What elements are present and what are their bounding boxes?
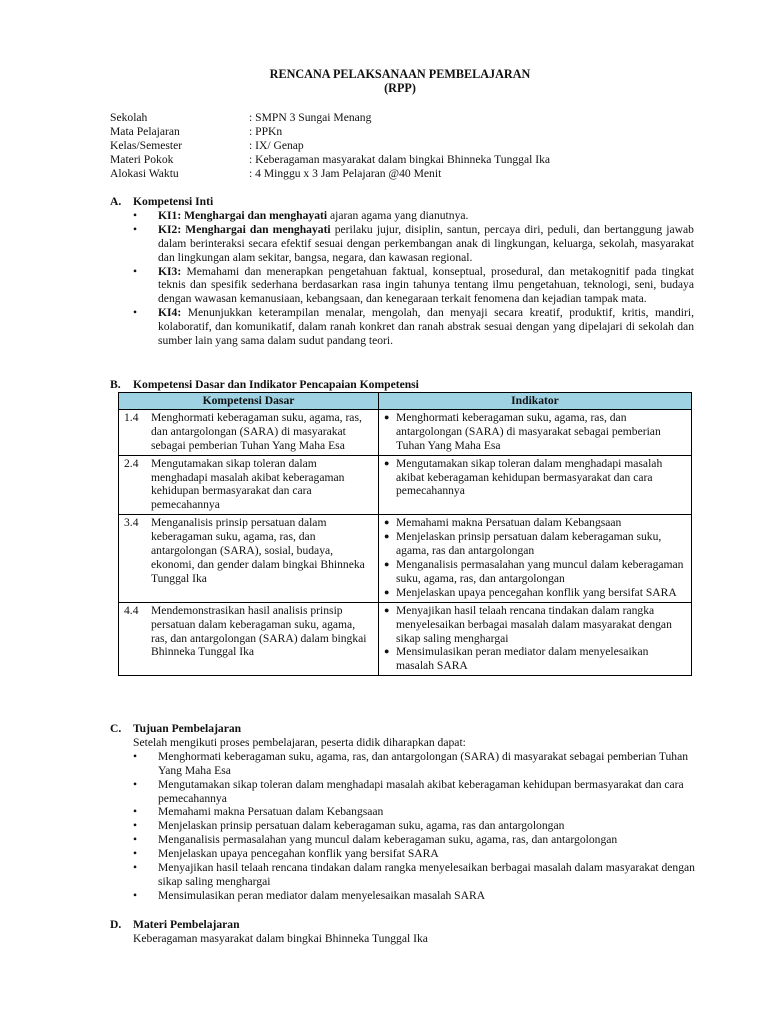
bullet-icon: •: [133, 264, 138, 278]
ki-lead: KI1: Menghargai dan menghayati: [158, 208, 328, 222]
indicator-text: Menghormati keberagaman suku, agama, ras, dan antargolongan (SARA) di masyarakat sebagai pemberian Tuhan Yang Maha Esa: [396, 410, 661, 452]
bullet-icon: ●: [384, 558, 390, 569]
table-row: [119, 409, 692, 455]
indicator-item: [384, 457, 686, 499]
bullet-icon: ●: [384, 517, 390, 528]
doc-subtitle: (RPP): [384, 81, 416, 95]
identity-row-kelas: [110, 139, 550, 153]
identity-label: Alokasi Waktu: [110, 166, 179, 180]
kd-text: Mendemonstrasikan hasil analisis prinsip persatuan dalam keberagaman suku, agama, ras, dan antargolongan (SARA) dalam bingkai Bhinneka Tunggal Ika: [151, 603, 367, 659]
indicator-text: Mengutamakan sikap toleran dalam menghadapi masalah akibat keberagaman kehidupan bermasyarakat dan cara pemecahannya: [396, 456, 663, 498]
kd-number: 2.4: [124, 456, 139, 470]
ki-text: Menunjukkan keterampilan menalar, mengolah, dan menyaji secara kreatif, produktif, kritis, mandiri, kolaboratif, dan komunikatif, dalam ranah konkret dan ranah abstrak sesuai dengan yang dipelajari di sekolah dan sumber lain yang sama dalam sudut pandang teori.: [158, 306, 694, 348]
list-item: [133, 209, 694, 223]
section-letter: C.: [110, 722, 122, 735]
identity-row-sekolah: [110, 111, 550, 125]
table-row: [119, 602, 692, 676]
indicator-text: Mensimulasikan peran mediator dalam menyelesaikan masalah SARA: [396, 645, 649, 673]
column-header-indikator: Indikator: [379, 393, 692, 410]
indicator-item: [384, 586, 686, 600]
indicator-item: [384, 645, 686, 673]
section-heading: [110, 378, 419, 392]
table-header-row: [119, 393, 692, 410]
identity-label: Materi Pokok: [110, 152, 174, 166]
bullet-icon: ●: [384, 604, 390, 615]
section-heading: [110, 918, 696, 932]
bullet-icon: •: [133, 847, 138, 861]
bullet-icon: •: [133, 833, 138, 847]
ki-text: ajaran agama yang dianutnya.: [327, 208, 469, 222]
table-row: [119, 515, 692, 602]
indicator-item: [384, 411, 686, 453]
tujuan-text: Menjelaskan prinsip persatuan dalam keberagaman suku, agama, ras dan antargolongan: [158, 819, 565, 833]
indicator-cell: [379, 455, 692, 515]
list-item: [133, 805, 696, 819]
indicator-cell: [379, 409, 692, 455]
list-item: [133, 223, 694, 265]
indicator-cell: [379, 515, 692, 602]
indicator-text: Menyajikan hasil telaah rencana tindakan dalam rangka menyelesaikan berbagai masalah dalam masyarakat dengan sikap saling menghargai: [396, 603, 672, 645]
section-letter: D.: [110, 918, 122, 931]
identity-value: : Keberagaman masyarakat dalam bingkai Bhinneka Tunggal Ika: [249, 152, 551, 166]
indicator-item: [384, 530, 686, 558]
doc-title: RENCANA PELAKSANAAN PEMBELAJARAN: [269, 67, 531, 81]
indicator-item: [384, 516, 686, 530]
list-item: [133, 833, 696, 847]
table-row: [119, 455, 692, 515]
indicator-text: Memahami makna Persatuan dalam Kebangsaan: [396, 516, 622, 530]
tujuan-text: Menganalisis permasalahan yang muncul dalam keberagaman suku, agama, ras, dan antargolongan: [158, 833, 618, 847]
identity-row-alokasi: [110, 167, 550, 181]
section-intro: Setelah mengikuti proses pembelajaran, peserta didik diharapkan dapat:: [133, 735, 466, 749]
section-kd-indikator: [110, 378, 419, 392]
section-title: Kompetensi Dasar dan Indikator Pencapaian Kompetensi: [133, 378, 419, 391]
indicator-text: Menjelaskan upaya pencegahan konflik yang bersifat SARA: [396, 585, 677, 599]
ki-text: perilaku jujur, disiplin, santun, percaya diri, peduli, dan bertanggung jawab dalam berinteraksi secara efektif sesuai dengan perkembangan anak di lingkungan, keluarga, sekolah, masyarakat dan lingkungan alam sekitar, bangsa, negara, dan kawasan regional.: [158, 222, 694, 264]
ki-lead: KI3:: [158, 264, 182, 278]
section-title: Materi Pembelajaran: [133, 918, 240, 931]
indicator-text: Menganalisis permasalahan yang muncul dalam keberagaman suku, agama, ras, dan antargolongan: [396, 557, 684, 585]
identity-row-materi: [110, 153, 550, 167]
identity-value: : SMPN 3 Sungai Menang: [249, 111, 372, 124]
bullet-icon: ●: [384, 457, 390, 468]
section-letter: B.: [110, 378, 121, 391]
kd-text: Mengutamakan sikap toleran dalam menghadapi masalah akibat keberagaman kehidupan bermasyarakat dan cara pemecahannya: [151, 456, 345, 512]
ki-list: [133, 209, 694, 348]
bullet-icon: •: [133, 888, 138, 902]
kd-cell: [119, 409, 379, 455]
bullet-icon: •: [133, 861, 138, 875]
list-item: [133, 861, 696, 889]
kd-number: 4.4: [124, 603, 139, 617]
tujuan-text: Menghormati keberagaman suku, agama, ras, dan antargolongan (SARA) di masyarakat sebagai pemberian Tuhan Yang Maha Esa: [158, 749, 689, 777]
kd-text: Menganalisis prinsip persatuan dalam keberagaman suku, agama, ras, dan antargolongan (SARA), sosial, budaya, ekonomi, dan gender dalam bingkai Bhinneka Tunggal Ika: [151, 516, 365, 585]
ki-lead: KI2: Menghargai dan menghayati: [158, 222, 331, 236]
bullet-icon: ●: [384, 411, 390, 422]
list-item: [133, 819, 696, 833]
kd-number: 3.4: [124, 516, 139, 530]
section-heading: [110, 195, 694, 209]
kd-cell: [119, 455, 379, 515]
ki-lead: KI4:: [158, 306, 182, 320]
identity-label: Kelas/Semester: [110, 138, 183, 152]
kd-number: 1.4: [124, 410, 139, 424]
kd-table: [118, 392, 692, 676]
section-title: Kompetensi Inti: [133, 195, 214, 208]
tujuan-list: [133, 750, 696, 903]
column-header-kd: Kompetensi Dasar: [119, 393, 379, 410]
indicator-item: [384, 604, 686, 646]
identity-value: : 4 Minggu x 3 Jam Pelajaran @40 Menit: [249, 166, 442, 180]
bullet-icon: •: [133, 222, 138, 236]
identity-label: Sekolah: [110, 111, 148, 124]
section-kompetensi-inti: [110, 195, 694, 348]
indicator-item: [384, 558, 686, 586]
tujuan-text: Memahami makna Persatuan dalam Kebangsaan: [158, 805, 384, 819]
tujuan-text: Menjelaskan upaya pencegahan konflik yang bersifat SARA: [158, 847, 439, 861]
list-item: [133, 750, 696, 778]
bullet-icon: ●: [384, 646, 390, 657]
bullet-icon: •: [133, 306, 138, 320]
bullet-icon: ●: [384, 586, 390, 597]
section-tujuan: [110, 722, 696, 903]
tujuan-text: Mensimulasikan peran mediator dalam menyelesaikan masalah SARA: [158, 888, 486, 902]
bullet-icon: •: [133, 749, 138, 763]
identity-row-mapel: [110, 125, 550, 139]
section-heading: [110, 722, 696, 736]
indicator-text: Menjelaskan prinsip persatuan dalam keberagaman suku, agama, ras dan antargolongan: [396, 530, 662, 558]
kd-cell: [119, 515, 379, 602]
list-item: [133, 265, 694, 307]
kd-cell: [119, 602, 379, 676]
identity-label: Mata Pelajaran: [110, 124, 180, 138]
bullet-icon: ●: [384, 531, 390, 542]
section-materi: [110, 918, 696, 946]
identity-block: [110, 111, 550, 180]
list-item: [133, 306, 694, 348]
identity-value: : IX/ Genap: [249, 138, 304, 152]
bullet-icon: •: [133, 208, 138, 222]
tujuan-text: Menyajikan hasil telaah rencana tindakan dalam rangka menyelesaikan berbagai masalah dalam masyarakat dengan sikap saling menghargai: [158, 861, 695, 888]
section-letter: A.: [110, 195, 122, 208]
indicator-cell: [379, 602, 692, 676]
identity-value: : PPKn: [249, 124, 283, 138]
materi-text: Keberagaman masyarakat dalam bingkai Bhinneka Tunggal Ika: [133, 931, 428, 945]
list-item: [133, 847, 696, 861]
section-title: Tujuan Pembelajaran: [133, 722, 242, 735]
list-item: [133, 889, 696, 903]
ki-text: Memahami dan menerapkan pengetahuan faktual, konseptual, prosedural, dan metakognitif pada tingkat teknis dan spesifik sederhana berdasarkan rasa ingin tahunya tentang ilmu pengetahuan, teknologi, seni, budaya dengan wawasan kemanusiaan, kebangsaan, dan kenegaraan terkait fenomena dan kejadian tampak mata.: [158, 264, 694, 306]
kd-text: Menghormati keberagaman suku, agama, ras, dan antargolongan (SARA) di masyarakat sebagai pemberian Tuhan Yang Maha Esa: [151, 410, 362, 452]
tujuan-text: Mengutamakan sikap toleran dalam menghadapi masalah akibat keberagaman kehidupan bermasyarakat dan cara pemecahannya: [158, 777, 684, 805]
bullet-icon: •: [133, 805, 138, 819]
bullet-icon: •: [133, 819, 138, 833]
list-item: [133, 778, 696, 806]
bullet-icon: •: [133, 777, 138, 791]
